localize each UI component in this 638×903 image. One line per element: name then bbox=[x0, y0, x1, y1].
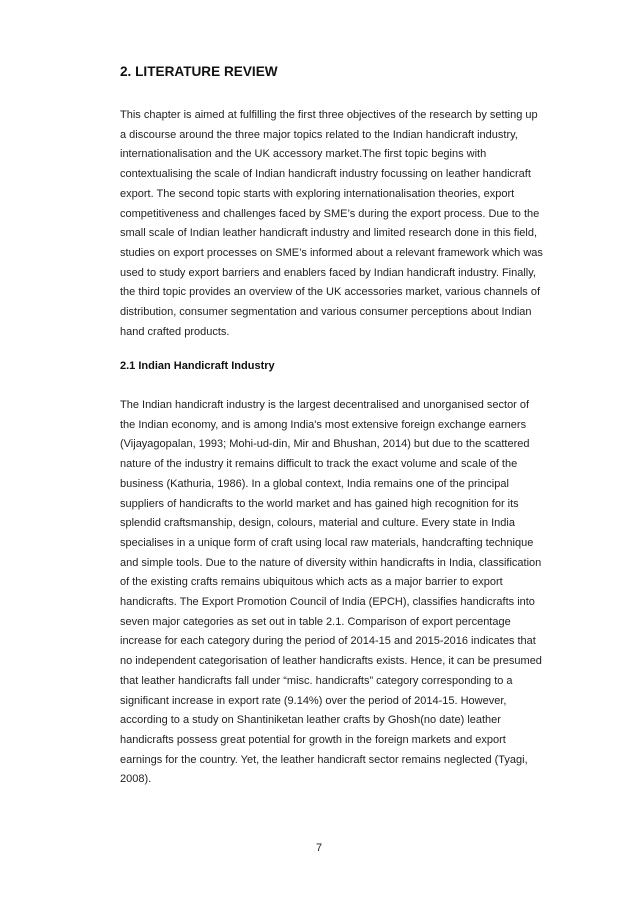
chapter-heading: 2. LITERATURE REVIEW bbox=[120, 64, 278, 79]
page-number: 7 bbox=[315, 842, 323, 854]
text-line: of the existing crafts remains ubiquitous which acts as a major barrier to export bbox=[120, 576, 503, 589]
text-line: no independent categorisation of leather handicrafts exists. Hence, it can be presumed bbox=[120, 655, 542, 668]
section-paragraph bbox=[120, 396, 580, 790]
text-line: distribution, consumer segmentation and various consumer perceptions about Indian bbox=[120, 306, 532, 319]
text-line: splendid craftsmanship, design, colours, material and culture. Every state in India bbox=[120, 517, 515, 530]
text-line: handicrafts possess great potential for growth in the foreign markets and export bbox=[120, 733, 506, 746]
text-line: used to study export barriers and enablers faced by Indian handicraft industry. Finally, bbox=[120, 266, 536, 279]
text-line: that leather handicrafts fall under “misc. handicrafts” category corresponding to a bbox=[120, 674, 513, 687]
text-line: the Indian economy, and is among India's most extensive foreign exchange earners bbox=[120, 418, 527, 431]
intro-paragraph bbox=[120, 106, 580, 342]
section-heading: 2.1 Indian Handicraft Industry bbox=[120, 360, 275, 372]
text-line: the third topic provides an overview of the UK accessories market, various channels of bbox=[120, 286, 541, 299]
text-line: significant increase in export rate (9.14%) over the period of 2014-15. However, bbox=[120, 694, 507, 707]
text-line: earnings for the country. Yet, the leather handicraft sector remains neglected (Tyagi, bbox=[120, 753, 528, 766]
text-line: a discourse around the three major topics related to the Indian handicraft industry, bbox=[120, 128, 518, 141]
text-line: export. The second topic starts with exploring internationalisation theories, export bbox=[120, 187, 515, 200]
text-line: business (Kathuria, 1986). In a global context, India remains one of the principal bbox=[120, 477, 509, 490]
text-line: (Vijayagopalan, 1993; Mohi-ud-din, Mir and Bhushan, 2014) but due to the scattered bbox=[120, 438, 530, 451]
text-line: competitiveness and challenges faced by SME’s during the export process. Due to the bbox=[120, 207, 540, 220]
text-line: hand crafted products. bbox=[120, 325, 230, 338]
text-line: seven major categories as set out in table 2.1. Comparison of export percentage bbox=[120, 615, 511, 628]
text-line: The Indian handicraft industry is the largest decentralised and unorganised sector of bbox=[120, 399, 530, 411]
text-line: specialises in a unique form of craft using local raw materials, handcrafting technique bbox=[120, 536, 534, 549]
text-line: This chapter is aimed at fulfilling the first three objectives of the research by setting up bbox=[120, 109, 538, 121]
text-line: handicrafts. The Export Promotion Council of India (EPCH), classifies handicrafts into bbox=[120, 596, 535, 609]
text-line: suppliers of handicrafts to the world market and has gained high recognition for its bbox=[120, 497, 519, 510]
text-line: small scale of Indian leather handicraft industry and limited research done in this field, bbox=[120, 227, 538, 240]
text-line: nature of the industry it remains difficult to track the exact volume and scale of the bbox=[120, 458, 518, 471]
text-line: studies on export processes on SME’s informed about a relevant framework which was bbox=[120, 246, 543, 259]
text-line: internationalisation and the UK accessory market.The first topic begins with bbox=[120, 148, 487, 161]
text-line: increase for each category during the period of 2014-15 and 2015-2016 indicates that bbox=[120, 635, 536, 648]
text-line: according to a study on Shantiniketan leather crafts by Ghosh(no date) leather bbox=[120, 714, 501, 727]
text-line: contextualising the scale of Indian handicraft industry focussing on leather handicraft bbox=[120, 168, 531, 181]
text-line: 2008). bbox=[120, 773, 152, 786]
text-line: and simple tools. Due to the nature of diversity within handicrafts in India, classification bbox=[120, 556, 542, 569]
